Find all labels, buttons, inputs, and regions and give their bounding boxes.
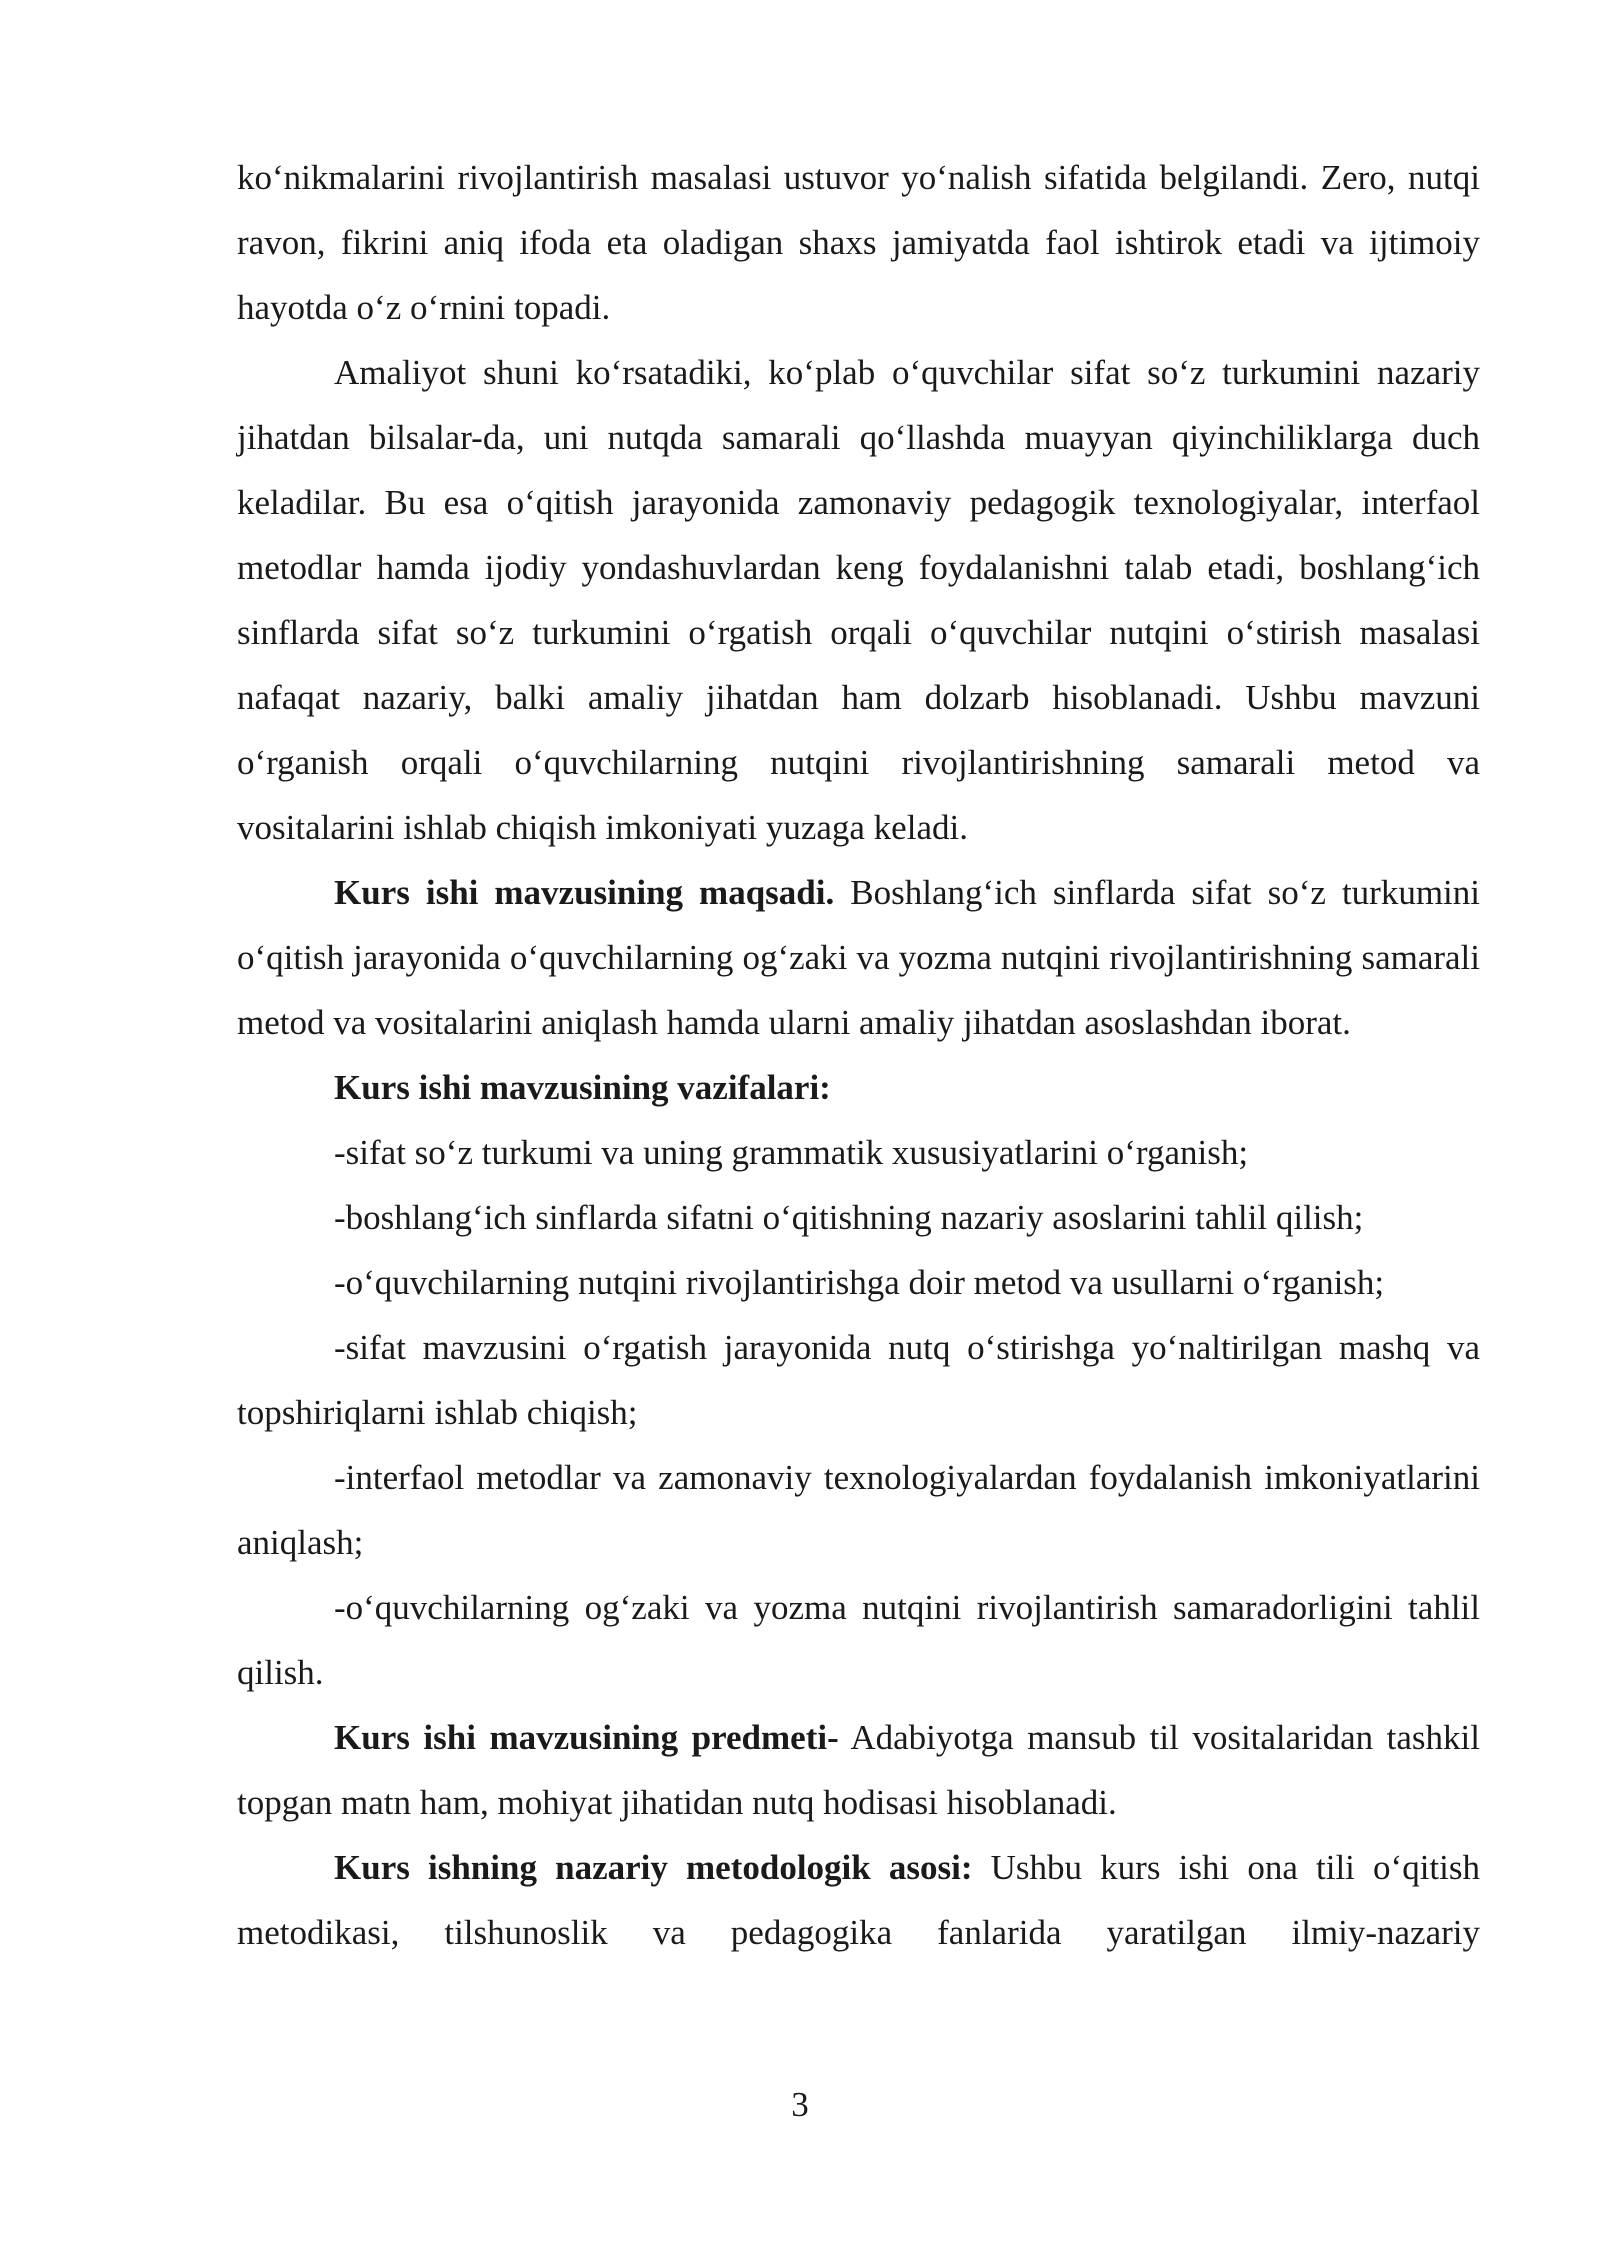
methodology-text: Ushbu kurs ishi ona tili o‘qitish metodikasi, tilshunoslik va pedagogika fanlarida yaratilgan ilmiy-nazariy bbox=[237, 1848, 1480, 1952]
task-item: -o‘quvchilarning nutqini rivojlantirishga doir metod va usullarni o‘rganish; bbox=[334, 1263, 1385, 1302]
task-item: -interfaol metodlar va zamonaviy texnologiyalardan foydalanish imkoniyatlarini aniqlash; bbox=[237, 1458, 1480, 1562]
subject-heading: Kurs ishi mavzusining predmeti- bbox=[334, 1718, 839, 1757]
goal-heading: Kurs ishi mavzusining maqsadi. bbox=[334, 873, 835, 912]
goal-text: Boshlang‘ich sinflarda sifat so‘z turkumini o‘qitish jarayonida o‘quvchilarning og‘zaki va yozma nutqini rivojlantirishning samarali metod va vositalarini aniqlash hamda ularni amaliy jihatdan asoslashdan iborat. bbox=[237, 873, 1480, 1042]
tasks-heading-text: Kurs ishi mavzusining vazifalari: bbox=[334, 1068, 831, 1107]
document-page bbox=[237, 145, 1480, 1965]
task-item: -o‘quvchilarning og‘zaki va yozma nutqini rivojlantirish samaradorligini tahlil qilish. bbox=[237, 1588, 1480, 1692]
paragraph-intro: ko‘nikmalarini rivojlantirish masalasi ustuvor yo‘nalish sifatida belgilandi. Zero, nutqi ravon, fikrini aniq ifoda eta oladigan shaxs jamiyatda faol ishtirok etadi va ijtimoiy hayotda o‘z o‘rnini topadi. bbox=[237, 158, 1480, 327]
paragraph-goal bbox=[237, 860, 1480, 1055]
paragraph-subject bbox=[237, 1705, 1480, 1835]
methodology-heading: Kurs ishning nazariy metodologik asosi: bbox=[334, 1848, 973, 1887]
task-item: -boshlang‘ich sinflarda sifatni o‘qitishning nazariy asoslarini tahlil qilish; bbox=[334, 1198, 1364, 1237]
subject-text: Adabiyotga mansub til vositalaridan tashkil topgan matn ham, mohiyat jihatidan nutq hodisasi hisoblanadi. bbox=[237, 1718, 1480, 1822]
page-number: 3 bbox=[791, 2085, 809, 2124]
task-item: -sifat so‘z turkumi va uning grammatik xususiyatlarini o‘rganish; bbox=[334, 1133, 1249, 1172]
tasks-heading bbox=[237, 1055, 1480, 1120]
task-item: -sifat mavzusini o‘rgatish jarayonida nutq o‘stirishga yo‘naltirilgan mashq va topshiriqlarni ishlab chiqish; bbox=[237, 1328, 1480, 1432]
paragraph-practice: Amaliyot shuni ko‘rsatadiki, ko‘plab o‘quvchilar sifat so‘z turkumini nazariy jihatdan bilsalar-da, uni nutqda samarali qo‘llashda muayyan qiyinchiliklarga duch keladilar. Bu esa o‘qitish jarayonida zamonaviy pedagogik texnologiyalar, interfaol metodlar hamda ijodiy yondashuvlardan keng foydalanishni talab etadi, boshlang‘ich sinflarda sifat so‘z turkumini o‘rgatish orqali o‘quvchilar nutqini o‘stirish masalasi nafaqat nazariy, balki amaliy jihatdan ham dolzarb hisoblanadi. Ushbu mavzuni o‘rganish orqali o‘quvchilarning nutqini rivojlantirishning samarali metod va vositalarini ishlab chiqish imkoniyati yuzaga keladi. bbox=[237, 353, 1480, 847]
paragraph-methodology bbox=[237, 1835, 1480, 1965]
